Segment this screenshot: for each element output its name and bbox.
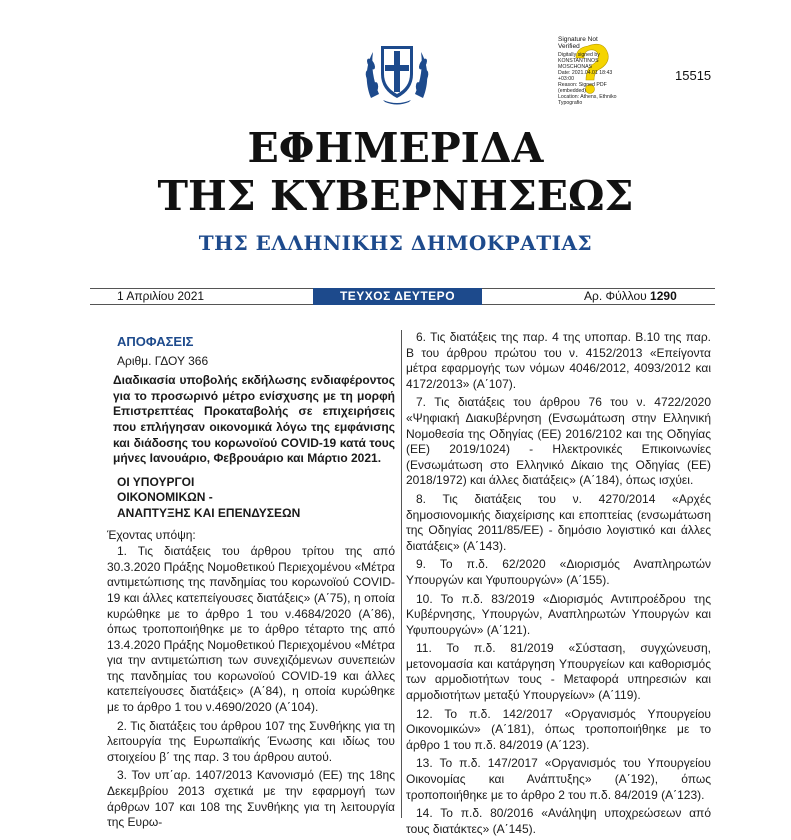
paragraph: 13. Το π.δ. 147/2017 «Οργανισμός του Υπουργείου Οικονομίας και Ανάπτυξης» (Α΄192), όπως τροποποιήθηκε με το άρθρο 2 του π.δ. 84/2019 (Α΄123). [406, 756, 711, 802]
signature-status: Signature Not Verified [558, 36, 598, 50]
paragraph: 6. Τις διατάξεις της παρ. 4 της υποπαρ. Β.10 της παρ. Β του άρθρου πρώτου του ν. 4152/2013 «Επείγοντα μέτρα εφαρμογής των νόμων 4046/2012, 4093/2012 και 4172/2013» (Α΄107). [406, 330, 711, 391]
paragraph: 11. Το π.δ. 81/2019 «Σύσταση, συγχώνευση, μετονομασία και κατάργηση Υπουργείων και καθορισμός των αρμοδιοτήτων τους - Μεταφορά υπηρεσιών και αρμοδιοτήτων μεταξύ Υπουργείων» (Α΄119). [406, 641, 711, 703]
signature-detail: +03:00 [558, 76, 575, 82]
paragraph: 3. Τον υπ΄αρ. 1407/2013 Κανονισμό (ΕΕ) της 18ης Δεκεμβρίου 2013 σχετικά με την εφαρμογή των άρθρων 107 και 108 της Συνθήκης για τη λειτουργία της Ευρω- [107, 768, 395, 830]
gazette-subtitle: ΤΗΣ ΕΛΛΗΝΙΚΗΣ ΔΗΜΟΚΡΑΤΙΑΣ [198, 231, 593, 255]
decision-number: Αριθμ. ΓΔΟΥ 366 [117, 353, 209, 368]
ministers-line: ΟΙ ΥΠΟΥΡΓΟΙ [117, 474, 195, 489]
decision-title: Διαδικασία υποβολής εκδήλωσης ενδιαφέροντος για το προσωρινό μέτρο ενίσχυσης με τη μορφή Επιστρεπτέας Προκαταβολής σε επιχειρήσεις που επλήγησαν οικονομικά λόγω της εμφάνισης και διάδοσης του κορωνοϊού COVID-19 κατά τους μήνες Ιανουάριο, Φεβρουάριο και Μάρτιο 2021. [113, 373, 395, 466]
signature-detail: Reason: Signed PDF [558, 82, 607, 88]
paragraph: 8. Τις διατάξεις του ν. 4270/2014 «Αρχές δημοσιονομικής διαχείρισης και εποπτείας (ενσωμάτωση της Οδηγίας 2011/85/ΕΕ) - δημόσιο λογιστικό και άλλες διατάξεις» (Α΄143). [406, 491, 711, 553]
signature-detail: (embedded) [558, 88, 586, 94]
ministers-line: ΑΝΑΠΤΥΞΗΣ ΚΑΙ ΕΠΕΝΔΥΣΕΩΝ [117, 505, 301, 520]
signature-detail: Typografio [558, 100, 583, 106]
signature-detail: Date: 2021.04.01 18:43 [558, 70, 613, 76]
paragraph: 10. Το π.δ. 83/2019 «Διορισμός Αντιπροέδρου της Κυβέρνησης, Υπουργών, Αναπληρωτών Υπουργών και Υφυπουργών» (Α΄121). [406, 591, 711, 637]
having-regard: Έχοντας υπόψη: [107, 527, 196, 542]
page-number: 15515 [675, 68, 712, 83]
signature-text [558, 36, 620, 106]
paragraph: 1. Τις διατάξεις του άρθρου τρίτου της από 30.3.2020 Πράξης Νομοθετικού Περιεχομένου «Μέτρα αντιμετώπισης της πανδημίας του κορωνοϊού COVID-19 και άλλες κατεπείγουσες διατάξεις» (Α΄75), η οποία κυρώθηκε με το άρθρο 1 του ν.4684/2020 (Α΄86), όπως τροποποιήθηκε με το άρθρο τέταρτο της από 13.4.2020 Πράξης Νομοθετικού Περιεχομένου «Μέτρα για την αντιμετώπιση των συνεχιζόμενων συνεπειών της πανδημίας του κορωνοϊού COVID-19 και άλλες κατεπείγουσες διατάξεις» (Α΄84), η οποία κυρώθηκε με το άρθρο 1 του ν.4690/2020 (Α΄104). [107, 544, 395, 715]
column-divider [401, 330, 402, 818]
signature-detail: Digitally signed by [558, 52, 600, 58]
paragraph: 7. Τις διατάξεις του άρθρου 76 του ν. 4722/2020 «Ψηφιακή Διακυβέρνηση (Ενσωμάτωση στην Ελληνική Νομοθεσία της Οδηγίας (ΕΕ) 2016/2102 και της Οδηγίας (ΕΕ) 2019/1024) - Ηλεκτρονικές Επικοινωνίες (Ενσωμάτωση στο Ελληνικό Δίκαιο της Οδηγίας (ΕΕ) 2018/1972) και άλλες διατάξεις» (Α΄184), όπως ισχύει. [406, 395, 711, 488]
paragraph: 14. Το π.δ. 80/2016 «Ανάληψη υποχρεώσεων από τους διατάκτες» (Α΄145). [406, 806, 711, 836]
ministers-line: ΟΙΚΟΝΟΜΙΚΩΝ - [117, 490, 213, 505]
sheet-number: 1290 [650, 289, 677, 303]
section-heading: ΑΠΟΦΑΣΕΙΣ [117, 334, 194, 349]
left-column [107, 330, 395, 834]
gazette-title-line1: ΕΦΗΜΕΡΙΔΑ [247, 124, 544, 172]
signature-detail: KONSTANTINOS [558, 58, 599, 64]
signature-detail: Location: Athens, Ethniko [558, 94, 617, 100]
issue-type-badge: ΤΕΥΧΟΣ ΔΕΥΤΕΡΟ [313, 288, 482, 305]
right-column [406, 330, 711, 840]
paragraph: 2. Τις διατάξεις του άρθρου 107 της Συνθήκης για τη λειτουργία της Ευρωπαϊκής Ένωσης και ιδίως του στοιχείου β΄ της παρ. 3 του άρθρου αυτού. [107, 718, 395, 764]
signature-detail: MOSCHONAS [558, 64, 593, 70]
ministers-heading [117, 475, 395, 522]
digital-signature-stamp [558, 36, 620, 106]
sheet-label: Αρ. Φύλλου [584, 289, 647, 303]
greek-coat-of-arms-icon [361, 36, 433, 108]
paragraph: 12. Το π.δ. 142/2017 «Οργανισμός Υπουργείου Οικονομικών» (Α΄181), όπως τροποποιήθηκε με το άρθρο 1 του π.δ. 84/2019 (Α΄123). [406, 706, 711, 752]
issue-date: 1 Απριλίου 2021 [117, 289, 205, 303]
gazette-title-line2: ΤΗΣ ΚΥΒΕΡΝΗΣΕΩΣ [157, 172, 634, 220]
issue-sheet-number [584, 289, 677, 303]
paragraph: 9. Το π.δ. 62/2020 «Διορισμός Αναπληρωτών Υπουργών και Υφυπουργών» (Α΄155). [406, 557, 711, 587]
